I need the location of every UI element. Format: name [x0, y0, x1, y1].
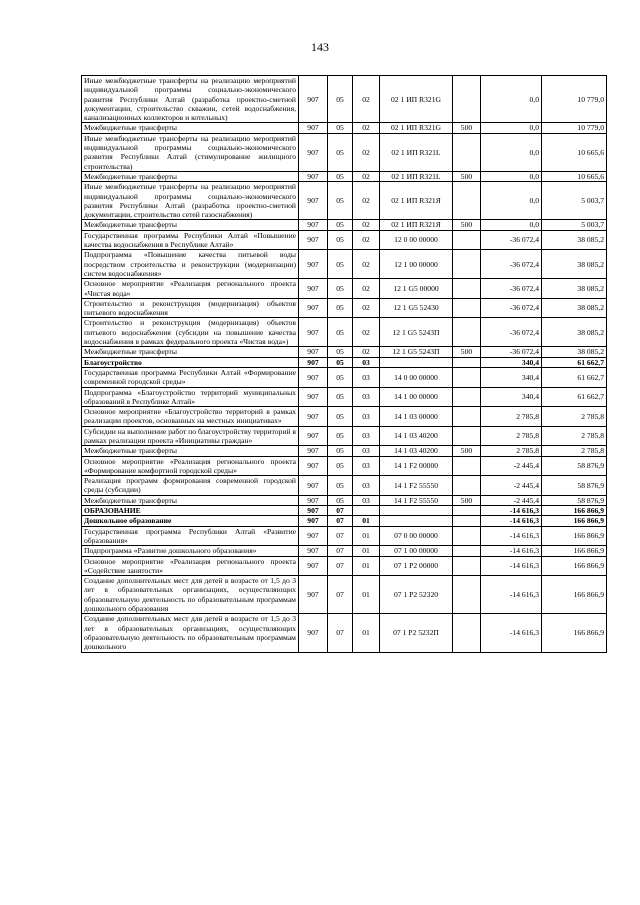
- row-section-code: 05: [328, 123, 353, 133]
- row-total-amount: 166 866,9: [542, 506, 607, 516]
- row-name: Строительство и реконструкция (модернизация) объектов питьевого водоснабжения: [82, 298, 299, 318]
- row-change-amount: -14 616,3: [481, 556, 542, 576]
- row-target-article: 14 1 00 00000: [380, 387, 453, 407]
- row-subsection-code: 02: [353, 347, 380, 357]
- row-change-amount: 2 785,8: [481, 407, 542, 427]
- row-total-amount: 2 785,8: [542, 407, 607, 427]
- table-row: [82, 516, 607, 526]
- row-subsection-code: 03: [353, 476, 380, 496]
- row-subsection-code: 03: [353, 387, 380, 407]
- row-total-amount: 166 866,9: [542, 516, 607, 526]
- table-row: [82, 230, 607, 250]
- row-change-amount: 0,0: [481, 220, 542, 230]
- row-target-article: 07 0 00 00000: [380, 526, 453, 546]
- row-change-amount: -36 072,4: [481, 250, 542, 279]
- row-total-amount: 61 662,7: [542, 357, 607, 367]
- row-total-amount: 166 866,9: [542, 576, 607, 614]
- row-ministry-code: 907: [299, 220, 328, 230]
- row-total-amount: 10 665,6: [542, 171, 607, 181]
- row-subsection-code: 02: [353, 76, 380, 123]
- row-name: Основное мероприятие «Реализация регионального проекта «Чистая вода»: [82, 279, 299, 299]
- row-target-article: 14 1 F2 55550: [380, 495, 453, 505]
- row-expense-type: 500: [453, 123, 481, 133]
- row-target-article: 12 1 G5 52430: [380, 298, 453, 318]
- table-row: [82, 495, 607, 505]
- row-ministry-code: 907: [299, 614, 328, 652]
- row-name: Межбюджетные трансферты: [82, 495, 299, 505]
- table-row: [82, 220, 607, 230]
- row-total-amount: 166 866,9: [542, 614, 607, 652]
- row-expense-type: [453, 614, 481, 652]
- row-name: Благоустройство: [82, 357, 299, 367]
- row-total-amount: 38 085,2: [542, 347, 607, 357]
- row-expense-type: [453, 318, 481, 347]
- row-section-code: 05: [328, 446, 353, 456]
- row-expense-type: [453, 230, 481, 250]
- row-name: Межбюджетные трансферты: [82, 220, 299, 230]
- row-target-article: 14 1 03 00000: [380, 407, 453, 427]
- row-ministry-code: 907: [299, 495, 328, 505]
- row-change-amount: 2 785,8: [481, 426, 542, 446]
- row-expense-type: 500: [453, 171, 481, 181]
- table-row: [82, 614, 607, 652]
- row-name: Межбюджетные трансферты: [82, 123, 299, 133]
- row-subsection-code: 02: [353, 220, 380, 230]
- row-change-amount: 340,4: [481, 387, 542, 407]
- row-section-code: 05: [328, 347, 353, 357]
- table-row: [82, 367, 607, 387]
- row-change-amount: -14 616,3: [481, 516, 542, 526]
- row-ministry-code: 907: [299, 576, 328, 614]
- row-expense-type: [453, 133, 481, 171]
- row-expense-type: [453, 250, 481, 279]
- row-name: Межбюджетные трансферты: [82, 347, 299, 357]
- row-ministry-code: 907: [299, 230, 328, 250]
- row-section-code: 07: [328, 546, 353, 556]
- row-ministry-code: 907: [299, 456, 328, 476]
- row-target-article: 07 1 P2 5232П: [380, 614, 453, 652]
- row-subsection-code: 02: [353, 133, 380, 171]
- row-subsection-code: 02: [353, 123, 380, 133]
- row-subsection-code: 03: [353, 495, 380, 505]
- row-ministry-code: 907: [299, 357, 328, 367]
- table-row: [82, 556, 607, 576]
- row-section-code: 05: [328, 230, 353, 250]
- row-target-article: 07 1 00 00000: [380, 546, 453, 556]
- row-subsection-code: 02: [353, 230, 380, 250]
- row-subsection-code: 02: [353, 279, 380, 299]
- row-name: Дошкольное образование: [82, 516, 299, 526]
- row-expense-type: 500: [453, 495, 481, 505]
- row-expense-type: [453, 298, 481, 318]
- row-section-code: 05: [328, 298, 353, 318]
- row-ministry-code: 907: [299, 76, 328, 123]
- row-section-code: 05: [328, 318, 353, 347]
- row-total-amount: 58 876,9: [542, 495, 607, 505]
- row-target-article: 14 1 03 40200: [380, 446, 453, 456]
- row-subsection-code: 03: [353, 446, 380, 456]
- row-change-amount: -2 445,4: [481, 456, 542, 476]
- row-target-article: [380, 357, 453, 367]
- row-subsection-code: 03: [353, 456, 380, 476]
- row-change-amount: -36 072,4: [481, 347, 542, 357]
- table-row: [82, 347, 607, 357]
- row-name: Государственная программа Республики Алтай «Повышение качества водоснабжения в Республике Алтай»: [82, 230, 299, 250]
- table-row: [82, 546, 607, 556]
- table-row: [82, 250, 607, 279]
- table-row: [82, 526, 607, 546]
- row-subsection-code: 01: [353, 516, 380, 526]
- row-ministry-code: 907: [299, 526, 328, 546]
- row-section-code: 05: [328, 171, 353, 181]
- row-ministry-code: 907: [299, 182, 328, 220]
- row-expense-type: [453, 367, 481, 387]
- row-name: Государственная программа Республики Алтай «Формирование современной городской среды»: [82, 367, 299, 387]
- row-target-article: 12 1 G5 5243П: [380, 318, 453, 347]
- row-target-article: 02 1 ИП R321Я: [380, 182, 453, 220]
- row-section-code: 05: [328, 357, 353, 367]
- row-ministry-code: 907: [299, 123, 328, 133]
- row-expense-type: [453, 476, 481, 496]
- row-name: Иные межбюджетные трансферты на реализацию мероприятий индивидуальной программы социально-экономического развития Республики Алтай (разработка проектно-сметной документации, строительство сетей газоснабжения): [82, 182, 299, 220]
- row-section-code: 05: [328, 407, 353, 427]
- row-target-article: 12 1 G5 00000: [380, 279, 453, 299]
- row-section-code: 07: [328, 526, 353, 546]
- row-change-amount: -14 616,3: [481, 614, 542, 652]
- row-ministry-code: 907: [299, 506, 328, 516]
- row-subsection-code: 01: [353, 576, 380, 614]
- table-row: [82, 318, 607, 347]
- row-expense-type: [453, 556, 481, 576]
- row-expense-type: 500: [453, 446, 481, 456]
- row-expense-type: [453, 576, 481, 614]
- row-section-code: 07: [328, 556, 353, 576]
- row-expense-type: [453, 456, 481, 476]
- row-expense-type: [453, 76, 481, 123]
- row-ministry-code: 907: [299, 446, 328, 456]
- row-name: Межбюджетные трансферты: [82, 171, 299, 181]
- row-ministry-code: 907: [299, 426, 328, 446]
- row-total-amount: 58 876,9: [542, 476, 607, 496]
- row-total-amount: 5 003,7: [542, 220, 607, 230]
- row-name: Реализация программ формирования современной городской среды (субсидии): [82, 476, 299, 496]
- row-target-article: 02 1 ИП R321L: [380, 133, 453, 171]
- table-row: [82, 133, 607, 171]
- row-total-amount: 2 785,8: [542, 426, 607, 446]
- row-expense-type: [453, 407, 481, 427]
- row-expense-type: [453, 426, 481, 446]
- table-row: [82, 182, 607, 220]
- row-subsection-code: 02: [353, 318, 380, 347]
- row-section-code: 05: [328, 250, 353, 279]
- table-row: [82, 76, 607, 123]
- row-change-amount: 0,0: [481, 133, 542, 171]
- row-ministry-code: 907: [299, 347, 328, 357]
- row-name: Создание дополнительных мест для детей в возрасте от 1,5 до 3 лет в образовательных организациях, осуществляющих образовательную деятельность по образовательным программам дошкольного: [82, 614, 299, 652]
- row-target-article: 02 1 ИП R321Я: [380, 220, 453, 230]
- row-expense-type: [453, 182, 481, 220]
- row-section-code: 05: [328, 426, 353, 446]
- row-target-article: 07 1 P2 52320: [380, 576, 453, 614]
- row-total-amount: 10 779,0: [542, 76, 607, 123]
- row-expense-type: [453, 526, 481, 546]
- row-ministry-code: 907: [299, 367, 328, 387]
- row-subsection-code: 03: [353, 367, 380, 387]
- row-change-amount: -36 072,4: [481, 279, 542, 299]
- row-total-amount: 2 785,8: [542, 446, 607, 456]
- row-name: Основное мероприятие «Благоустройство территорий в рамках реализации проектов, основанных на местных инициативах»: [82, 407, 299, 427]
- row-subsection-code: 02: [353, 250, 380, 279]
- row-section-code: 07: [328, 576, 353, 614]
- row-section-code: 05: [328, 495, 353, 505]
- row-ministry-code: 907: [299, 516, 328, 526]
- row-subsection-code: 01: [353, 526, 380, 546]
- row-change-amount: 340,4: [481, 357, 542, 367]
- row-section-code: 07: [328, 516, 353, 526]
- row-change-amount: 340,4: [481, 367, 542, 387]
- table-row: [82, 298, 607, 318]
- table-row: [82, 456, 607, 476]
- row-ministry-code: 907: [299, 133, 328, 171]
- row-total-amount: 166 866,9: [542, 546, 607, 556]
- row-total-amount: 10 779,0: [542, 123, 607, 133]
- row-change-amount: -36 072,4: [481, 318, 542, 347]
- row-expense-type: [453, 506, 481, 516]
- table-row: [82, 407, 607, 427]
- row-subsection-code: 02: [353, 171, 380, 181]
- row-target-article: 14 1 F2 00000: [380, 456, 453, 476]
- row-expense-type: [453, 357, 481, 367]
- row-ministry-code: 907: [299, 556, 328, 576]
- row-section-code: 07: [328, 506, 353, 516]
- row-target-article: 07 1 P2 00000: [380, 556, 453, 576]
- row-total-amount: 38 085,2: [542, 230, 607, 250]
- row-change-amount: -2 445,4: [481, 476, 542, 496]
- row-target-article: 02 1 ИП R321L: [380, 171, 453, 181]
- row-target-article: 14 1 F2 55550: [380, 476, 453, 496]
- budget-table: [81, 75, 607, 653]
- table-row: [82, 279, 607, 299]
- row-target-article: 14 0 00 00000: [380, 367, 453, 387]
- row-subsection-code: 03: [353, 426, 380, 446]
- row-name: Основное мероприятие «Реализация регионального проекта «Содействие занятости»: [82, 556, 299, 576]
- table-row: [82, 446, 607, 456]
- row-section-code: 05: [328, 220, 353, 230]
- row-section-code: 07: [328, 614, 353, 652]
- row-name: Межбюджетные трансферты: [82, 446, 299, 456]
- row-subsection-code: 02: [353, 298, 380, 318]
- table-row: [82, 576, 607, 614]
- row-section-code: 05: [328, 76, 353, 123]
- row-change-amount: -2 445,4: [481, 495, 542, 505]
- row-name: Подпрограмма «Благоустройство территорий муниципальных образований в Республике Алтай»: [82, 387, 299, 407]
- table-row: [82, 426, 607, 446]
- row-section-code: 05: [328, 133, 353, 171]
- row-ministry-code: 907: [299, 250, 328, 279]
- row-ministry-code: 907: [299, 298, 328, 318]
- row-expense-type: [453, 387, 481, 407]
- row-total-amount: 166 866,9: [542, 556, 607, 576]
- row-target-article: 12 0 00 00000: [380, 230, 453, 250]
- row-name: Субсидии на выполнение работ по благоустройству территорий в рамках реализации проекта «Инициативы граждан»: [82, 426, 299, 446]
- row-subsection-code: 01: [353, 614, 380, 652]
- row-ministry-code: 907: [299, 407, 328, 427]
- row-ministry-code: 907: [299, 318, 328, 347]
- row-total-amount: 58 876,9: [542, 456, 607, 476]
- row-section-code: 05: [328, 367, 353, 387]
- row-total-amount: 5 003,7: [542, 182, 607, 220]
- row-change-amount: -14 616,3: [481, 506, 542, 516]
- row-total-amount: 61 662,7: [542, 367, 607, 387]
- row-expense-type: [453, 516, 481, 526]
- row-subsection-code: 02: [353, 182, 380, 220]
- row-name: Подпрограмма «Повышение качества питьевой воды посредством строительства и реконструкции (модернизации) систем водоснабжения»: [82, 250, 299, 279]
- row-subsection-code: [353, 506, 380, 516]
- row-change-amount: 0,0: [481, 171, 542, 181]
- row-change-amount: -14 616,3: [481, 526, 542, 546]
- row-target-article: 12 1 G5 5243П: [380, 347, 453, 357]
- budget-table-body: [82, 76, 607, 653]
- row-total-amount: 38 085,2: [542, 279, 607, 299]
- row-change-amount: 0,0: [481, 76, 542, 123]
- row-target-article: [380, 516, 453, 526]
- row-total-amount: 38 085,2: [542, 298, 607, 318]
- row-total-amount: 38 085,2: [542, 318, 607, 347]
- row-expense-type: 500: [453, 220, 481, 230]
- row-change-amount: 2 785,8: [481, 446, 542, 456]
- row-section-code: 05: [328, 476, 353, 496]
- row-subsection-code: 01: [353, 556, 380, 576]
- row-name: Подпрограмма «Развитие дошкольного образования»: [82, 546, 299, 556]
- row-target-article: [380, 506, 453, 516]
- row-name: Создание дополнительных мест для детей в возрасте от 1,5 до 3 лет в образовательных организациях, осуществляющих образовательную деятельность по образовательным программам дошкольного образования: [82, 576, 299, 614]
- page-number: 143: [311, 40, 329, 54]
- row-section-code: 05: [328, 387, 353, 407]
- row-section-code: 05: [328, 279, 353, 299]
- row-name: Основное мероприятие «Реализация регионального проекта «Формирование комфортной городской среды»: [82, 456, 299, 476]
- row-change-amount: 0,0: [481, 182, 542, 220]
- table-row: [82, 387, 607, 407]
- row-change-amount: -14 616,3: [481, 576, 542, 614]
- row-target-article: 02 1 ИП R321G: [380, 123, 453, 133]
- table-row: [82, 171, 607, 181]
- row-section-code: 05: [328, 456, 353, 476]
- row-expense-type: [453, 546, 481, 556]
- row-ministry-code: 907: [299, 171, 328, 181]
- row-subsection-code: 03: [353, 357, 380, 367]
- row-total-amount: 166 866,9: [542, 526, 607, 546]
- row-target-article: 02 1 ИП R321G: [380, 76, 453, 123]
- row-ministry-code: 907: [299, 476, 328, 496]
- row-target-article: 12 1 00 00000: [380, 250, 453, 279]
- row-ministry-code: 907: [299, 387, 328, 407]
- table-row: [82, 123, 607, 133]
- table-row: [82, 506, 607, 516]
- row-ministry-code: 907: [299, 279, 328, 299]
- row-ministry-code: 907: [299, 546, 328, 556]
- row-total-amount: 10 665,6: [542, 133, 607, 171]
- row-total-amount: 61 662,7: [542, 387, 607, 407]
- row-section-code: 05: [328, 182, 353, 220]
- row-name: Иные межбюджетные трансферты на реализацию мероприятий индивидуальной программы социально-экономического развития Республики Алтай (стимулирование жилищного строительства): [82, 133, 299, 171]
- row-name: Строительство и реконструкция (модернизация) объектов питьевого водоснабжения (субсидии на повышение качества водоснабжения в рамках федерального проекта «Чистая вода»): [82, 318, 299, 347]
- row-subsection-code: 01: [353, 546, 380, 556]
- row-change-amount: -14 616,3: [481, 546, 542, 556]
- row-target-article: 14 1 03 40200: [380, 426, 453, 446]
- row-name: Иные межбюджетные трансферты на реализацию мероприятий индивидуальной программы социально-экономического развития Республики Алтай (разработка проектно-сметной документации, строительство скважин, сетей водоснабжения, канализационных коллекторов и котельных): [82, 76, 299, 123]
- row-change-amount: 0,0: [481, 123, 542, 133]
- row-total-amount: 38 085,2: [542, 250, 607, 279]
- row-name: Государственная программа Республики Алтай «Развитие образования»: [82, 526, 299, 546]
- row-change-amount: -36 072,4: [481, 298, 542, 318]
- row-name: ОБРАЗОВАНИЕ: [82, 506, 299, 516]
- row-expense-type: [453, 279, 481, 299]
- table-row: [82, 357, 607, 367]
- row-subsection-code: 03: [353, 407, 380, 427]
- row-change-amount: -36 072,4: [481, 230, 542, 250]
- row-expense-type: 500: [453, 347, 481, 357]
- table-row: [82, 476, 607, 496]
